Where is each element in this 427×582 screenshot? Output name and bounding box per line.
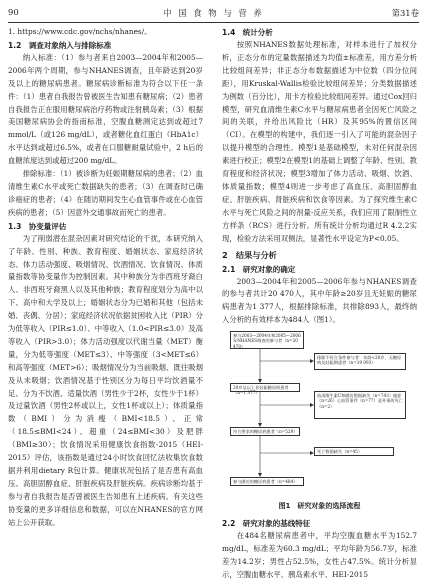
inclusion-criteria-paragraph: 纳入标准：（1）参与者来自2003—2004年和2005—2006年两个周期，参与NHANES调查，且年龄达到20岁及以上的糖尿病患者。糖尿病诊断标准为符合以下任一条件：（1）患者自我报告曾被医生告知患有糖尿病；（2）患者自我报告正在服用糖尿病治疗药物或注射胰岛素；（3）根据美国糖尿病协会的指南标准，空腹血糖测定达到或超过7 mmol/L（或126 mg/dL），或者糖化血红蛋白（HbA1c）水平达到或超过6.5%，或者在口服糖耐量试验中，2 h后的血糖浓度达到或超过200 mg/dL。 — [8, 52, 203, 166]
baseline-paragraph: 在484名糖尿病患者中，平均空腹血糖水平为152.7 mg/dL，标准差为60.3 mg/dL；平均年龄为56.7岁，标准差为14.2岁；男性占52.5%，女性占47.5%。统计分析显示，空腹血糖水平、胰岛素水平、HEI-2015 — [222, 531, 417, 579]
right-column — [222, 26, 417, 582]
statistics-paragraph: 按照NHANES数据处理标准，对样本进行了加权分析，正态分布的定量数据描述为均值±标准差，用方差分析比较组间差异；非正态分布数据描述为中位数（四分位间距），用Kruskal-Wallis检验比较组间差异；分类数据描述为例数（百分比），用卡方检验比较组间差异。通过Cox回归模型，研究血清维生素C水平与糖尿病患者全因死亡风险之间的关联，并给出风险比（HR）及其95%的置信区间（CI）。在模型的构建中，我们逐一引入了可能的混杂因子以提升模型的合理性。模型1是基础模型，未对任何混杂因素进行校正；模型2在模型1的基础上调整了年龄、性别、教育程度和经济状况；模型3增加了体力活动、吸烟、饮酒、体质量指数；模型4则进一步考虑了高血压、高胆固醇血症、肝脏疾病、肾脏疾病和饮食等因素。为了探究维生素C水平与死亡风险之间的剂量-反应关系，我们应用了限制性立方样条（RCS）进行分析。所有统计分析均通过R 4.2.2实现，检验方法采用双侧法，显著性水平设定为P<0.05。 — [222, 40, 417, 243]
header-rule — [8, 22, 419, 23]
left-column — [8, 26, 203, 530]
flow-box-qualified-patients: 符合要求的糖尿病患者（n=529） — [230, 427, 300, 436]
running-header — [8, 7, 419, 21]
section-heading-1-4: 1.4 统计分析 — [222, 28, 273, 37]
volume-label: 第31卷 — [391, 8, 419, 18]
flowchart-figure — [222, 329, 417, 499]
figure-caption: 图1 研究对象的选择流程 — [278, 502, 361, 511]
journal-title: 中 国 食 物 与 营 养 — [163, 8, 264, 18]
section-heading-1-3: 1.3 协变量评估 — [8, 221, 67, 231]
section-heading-2-2: 2.2 研究对象的基线特征 — [222, 519, 311, 529]
section-heading-1-2: 1.2 调查对象纳入与排除标准 — [8, 40, 112, 50]
flow-box-exclusions: 血清维生素C和随访数据缺失（n=743）癌症（n=26）心血管事件（n=77）意外事故死亡（n=2） — [314, 391, 406, 419]
flow-box-missing-death-data: 死亡数据缺失（n=45） — [314, 447, 394, 456]
study-subjects-paragraph: 2003—2004年和2005—2006年参与NHANES调查的参与者共计20 470人，其中年龄≥20岁且无妊娠的糖尿病患者为1 377人，根据排除标准，共排除893人，最终纳入分析的有效样本为484人（图1）。 — [222, 276, 417, 325]
section-heading-2-1: 2.1 研究对象的确定 — [222, 264, 296, 274]
section-heading-2: 2 结果与分析 — [222, 249, 277, 260]
page-number: 90 — [8, 7, 19, 17]
reference-url: 1. https://www.cdc.gov/nchs/nhanes/。 — [8, 27, 152, 36]
exclusion-criteria-paragraph: 排除标准：（1）被诊断为妊娠期糖尿病的患者；（2）血清维生素C水平或死亡数据缺失的患者；（3）在调查时已确诊癌症的患者；（4）在随访期间发生心血管事件或在心血管疾病的患者；（5）因意外交通事故而死亡的患者。 — [8, 169, 203, 217]
flow-box-exclude-ineligible: 排除不符合条件参与者：年龄<20岁，无糖尿病及妊娠期患者（n=19 093） — [314, 353, 406, 370]
flow-box-eligible-diabetics: 20岁及以上非妊娠糖尿病患者（n=1 377） — [230, 383, 300, 392]
flow-box-total-participants: 参与2003—2004年和2005—2006年NHANES调查的参与者（n=20 470） — [230, 331, 304, 349]
covariates-paragraph: 为了削弱潜在混杂因素对研究结论的干扰，本研究纳入了年龄、性别、种族、教育程度、婚姻状态、家庭经济状态、体力活动强度、吸烟情况、饮酒情况、饮食情况、体质量指数等协变量作为控制因素。其中种族分为非西班牙裔白人、非西班牙裔黑人以及其他种族；教育程度划分为高中以下、高中和大学及以上；婚姻状态分为已婚和其他（包括未婚、丧偶、分居）；家庭经济状况依据贫困收入比（PIR）分为低等收入（PIR≤1.0）、中等收入（1.0<PIR≤3.0）及高等收入（PIR>3.0）；体力活动强度以代谢当量（MET）衡量，分为低等强度（MET≤3）、中等强度（3<MET≤6）和高等强度（MET>6）；吸烟情况分为当前吸烟、既往吸烟及从未吸烟；饮酒情况基于性别区分为每日平均饮酒量不足、分为不饮酒、适量饮酒（男性少于2杯，女性少于1杯）及过量饮酒（男性2杯或以上，女性1杯或以上）；体质量指数（BMI）分为消瘦（BMI<18.5）、正常（18.5≤BMI<24）、超重（24≤BMI<30）及肥胖（BMI≥30）；饮食情况采用健康饮食指数-2015（HEI-2015）评估，该指数是通过24小时饮食回忆法收集饮食数据并利用dietary R包计算。健康状况包括了是否患有高血压、高胆固醇血症、肝脏疾病及肝脏疾病。疾病诊断均基于参与者自我报告是否曾被医生告知患有上述疾病。有关这些协变量的更多详细信息和数据，可以在NHANES的官方网站上公开获取。 — [8, 233, 203, 527]
flow-box-final-sample: 参与随访的糖尿病患者（n=484） — [230, 477, 304, 486]
